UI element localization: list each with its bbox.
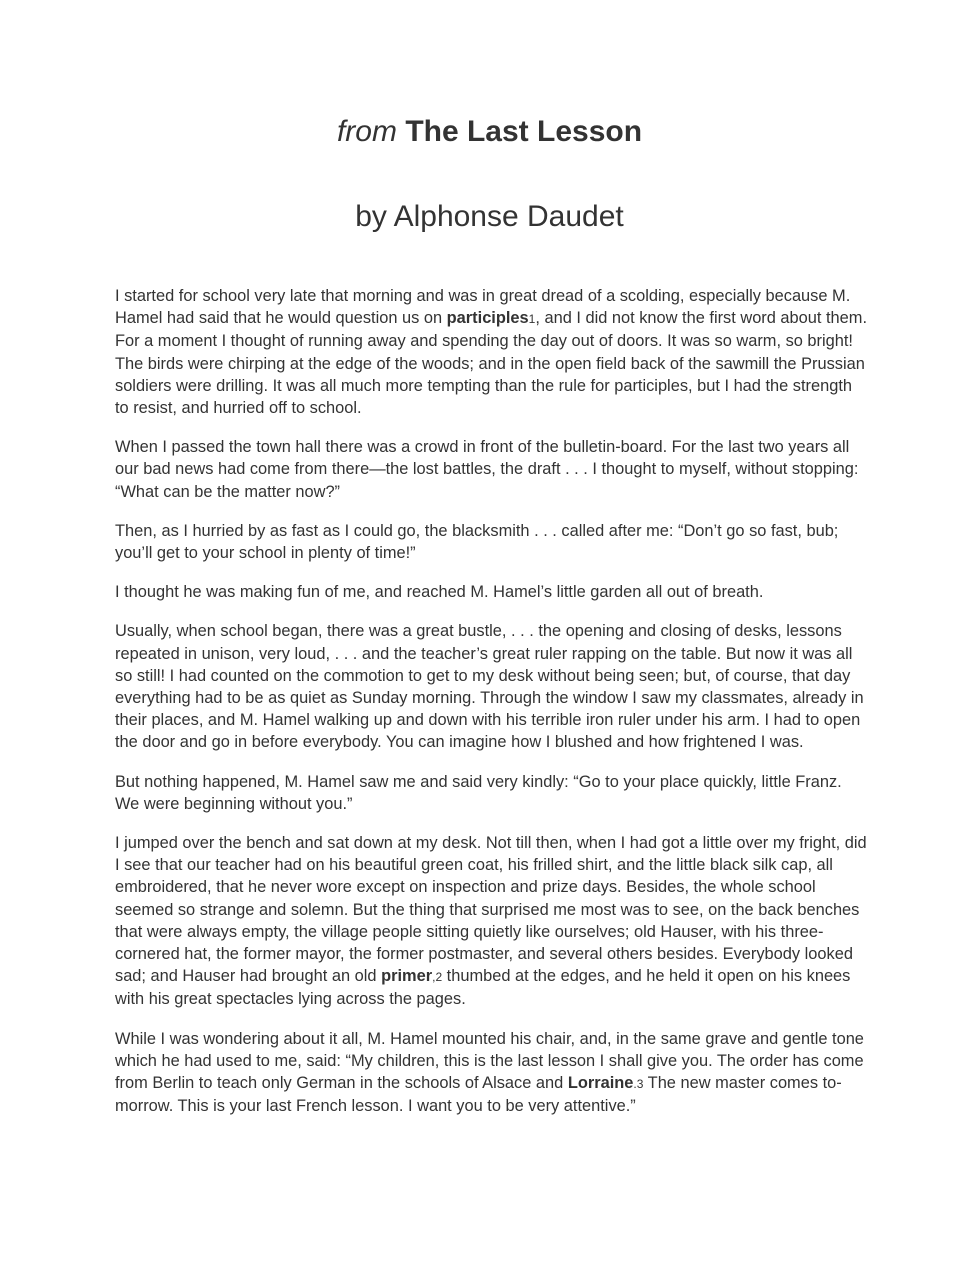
paragraph-7-text-b: thumbed at the edges, and he held it open on his knees with his great spectacles lying across the pages.: [115, 967, 851, 1009]
paragraph-8-text-b: The new master comes to-morrow. This is your last French lesson. I want you to be very attentive.”: [115, 1074, 842, 1116]
story-body: [115, 285, 867, 1135]
paragraph-6: But nothing happened, M. Hamel saw me and said very kindly: “Go to your place quickly, little Franz. We were beginning without you.”: [115, 772, 842, 813]
paragraph-1: [115, 285, 867, 419]
paragraph-7-text-a: I jumped over the bench and sat down at my desk. Not till then, when I had got a little over my fright, did I see that our teacher had on his beautiful green coat, his frilled shirt, and the little black silk cap, all embroidered, that he never wore except on inspection and prize days. Besides, the whole school seemed so strange and solemn. But the thing that surprised me most was to see, on the back benches that were always empty, the village people sitting quietly like ourselves; old Hauser, with his three-cornered hat, the former mayor, the former postmaster, and several others besides. Everybody looked sad; and Hauser had brought an old: [115, 834, 867, 986]
footnote-marker-3: .3: [633, 1077, 644, 1092]
paragraph-1-text-a: I started for school very late that morning and was in great dread of a scolding, especially because M. Hamel had said that he would question us on: [115, 287, 851, 328]
paragraph-7: [115, 832, 867, 1011]
paragraph-4: I thought he was making fun of me, and reached M. Hamel’s little garden all out of breath.: [115, 583, 764, 602]
author-byline: by Alphonse Daudet: [355, 200, 624, 233]
title-prefix: from: [336, 115, 397, 148]
glossary-term-lorraine: Lorraine: [567, 1074, 634, 1093]
paragraph-5: Usually, when school began, there was a great bustle, . . . the opening and closing of desks, lessons repeated in unison, very loud, . . . and the teacher’s great ruler rapping on the table. But now it was all so still! I had counted on the commotion to get to my desk without being seen; but, of course, that day everything had to be as quiet as Sunday morning. Through the window I saw my classmates, already in their places, and M. Hamel walking up and down with his terrible iron ruler under his arm. I had to open the door and go in before everybody. You can imagine how I blushed and how frightened I was.: [115, 622, 864, 752]
title-name: The Last Lesson: [405, 115, 643, 148]
paragraph-3: Then, as I hurried by as fast as I could go, the blacksmith . . . called after me: “Don’t go so fast, bub; you’ll get to your school in plenty of time!”: [115, 521, 839, 563]
paragraph-2: When I passed the town hall there was a crowd in front of the bulletin-board. For the last two years all our bad news had come from there—the lost battles, the draft . . . I thought to myself, without stopping: “What can be the matter now?”: [115, 438, 859, 501]
footnote-marker-1: 1: [528, 312, 536, 327]
footnote-marker-2: ,2: [432, 970, 443, 985]
paragraph-1-text-b: , and I did not know the first word about them. For a moment I thought of running away and spending the day out of doors. It was so warm, so bright! The birds were chirping at the edge of the woods; and in the open field back of the sawmill the Prussian soldiers were drilling. It was all much more tempting than the rule for participles, but I had the strength to resist, and hurried off to school.: [115, 309, 867, 418]
glossary-term-primer: primer: [381, 967, 433, 986]
paragraph-8: [115, 1028, 867, 1118]
glossary-term-participles: participles: [446, 309, 529, 328]
page-title: [0, 112, 979, 152]
paragraph-8-text-a: While I was wondering about it all, M. Hamel mounted his chair, and, in the same grave and gentle tone which he had used to me, said: “My children, this is the last lesson I shall give you. The order has come from Berlin to teach only German in the schools of Alsace and: [115, 1029, 864, 1093]
